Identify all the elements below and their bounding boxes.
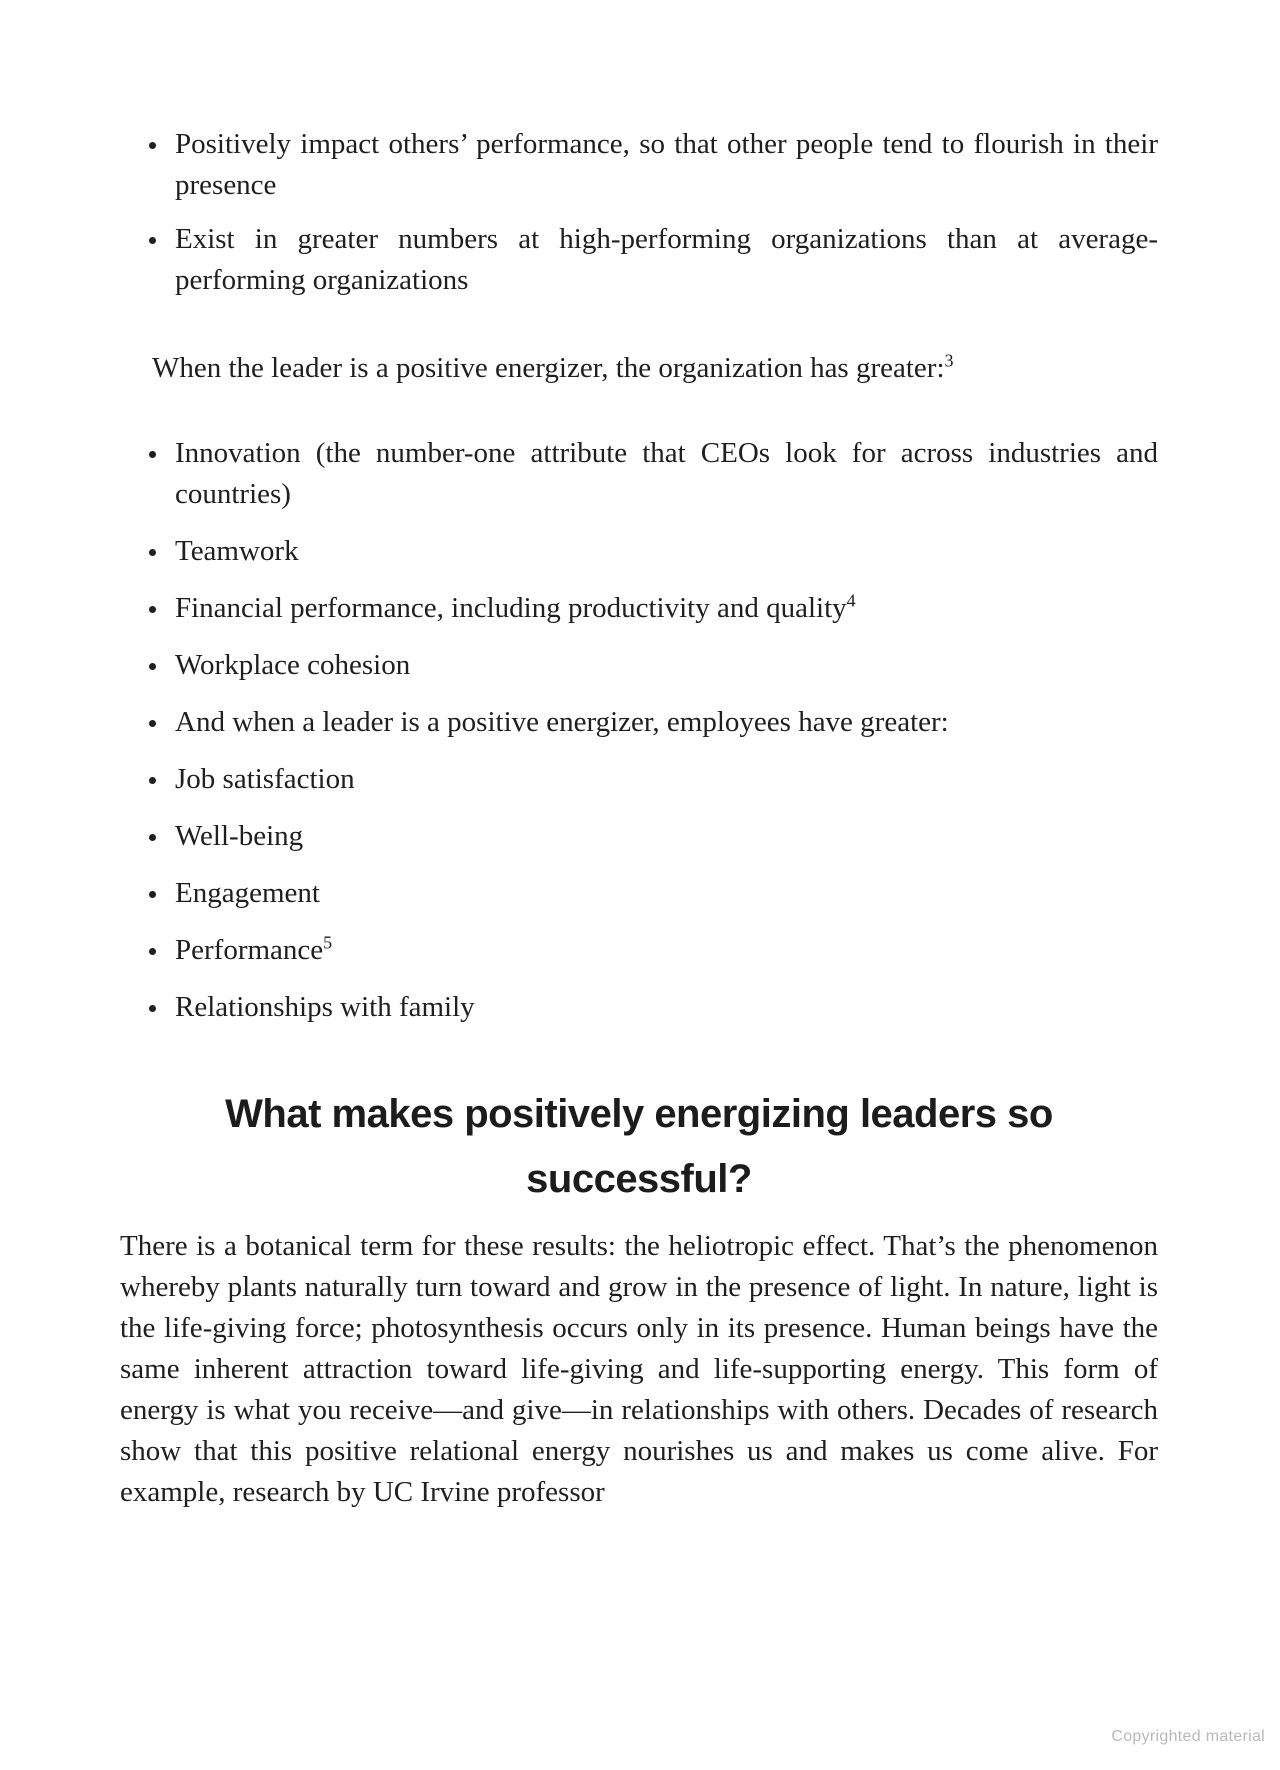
bullet-text: Well-being [175, 820, 304, 852]
footnote-ref: 3 [944, 350, 954, 371]
list-item [120, 759, 1158, 800]
bullet-icon [149, 663, 156, 670]
bullet-text: Financial performance, including productivity and quality [175, 592, 847, 624]
bullet-icon [149, 549, 156, 556]
copyright-notice: Copyrighted material [1111, 1728, 1265, 1745]
bullet-text: Exist in greater numbers at high-performing organizations than at average-performing organizations [175, 223, 1158, 296]
bullet-icon [149, 834, 156, 841]
bullet-text: Innovation (the number-one attribute that CEOs look for across industries and countries) [175, 437, 1158, 510]
lead-text: When the leader is a positive energizer, the organization has greater: [152, 352, 945, 384]
bullet-text: Job satisfaction [175, 763, 355, 795]
bullet-text: Positively impact others’ performance, so that other people tend to flourish in their presence [175, 128, 1158, 201]
bullet-text: And when a leader is a positive energizer, employees have greater: [175, 706, 949, 738]
bullet-text: Engagement [175, 877, 320, 909]
page-content [120, 124, 1158, 1513]
list-item [120, 816, 1158, 857]
bullet-icon [149, 1005, 156, 1012]
main-bullet-list [120, 433, 1158, 1028]
list-item [120, 124, 1158, 206]
bullet-text: Teamwork [175, 535, 299, 567]
bullet-text: Workplace cohesion [175, 649, 411, 681]
body-paragraph: There is a botanical term for these results: the heliotropic effect. That’s the phenomenon whereby plants naturally turn toward and grow in the presence of light. In nature, light is the life-giving force; photosynthesis occurs only in its presence. Human beings have the same inherent attraction toward life-giving and life-supporting energy. This form of energy is what you receive—and give—in relationships with others. Decades of research show that this positive relational energy nourishes us and makes us come alive. For example, research by UC Irvine professor [120, 1230, 1158, 1508]
footnote-ref: 4 [846, 590, 856, 611]
bullet-icon [149, 891, 156, 898]
bullet-icon [149, 237, 156, 244]
bullet-icon [149, 777, 156, 784]
bullet-icon [149, 142, 156, 149]
list-item [120, 531, 1158, 572]
bullet-icon [149, 720, 156, 727]
list-item [120, 219, 1158, 301]
top-bullet-list [120, 124, 1158, 301]
lead-paragraph [120, 348, 1158, 389]
footnote-ref: 5 [323, 932, 333, 953]
list-item [120, 588, 1158, 629]
list-item [120, 873, 1158, 914]
list-item [120, 987, 1158, 1028]
bullet-icon [149, 948, 156, 955]
bullet-icon [149, 451, 156, 458]
bullet-text: Relationships with family [175, 991, 475, 1023]
list-item [120, 645, 1158, 686]
bullet-text: Performance [175, 934, 324, 966]
list-item [120, 702, 1158, 743]
section-heading: What makes positively energizing leaders so successful? [225, 1092, 1053, 1201]
bullet-icon [149, 606, 156, 613]
list-item [120, 433, 1158, 515]
list-item [120, 930, 1158, 971]
